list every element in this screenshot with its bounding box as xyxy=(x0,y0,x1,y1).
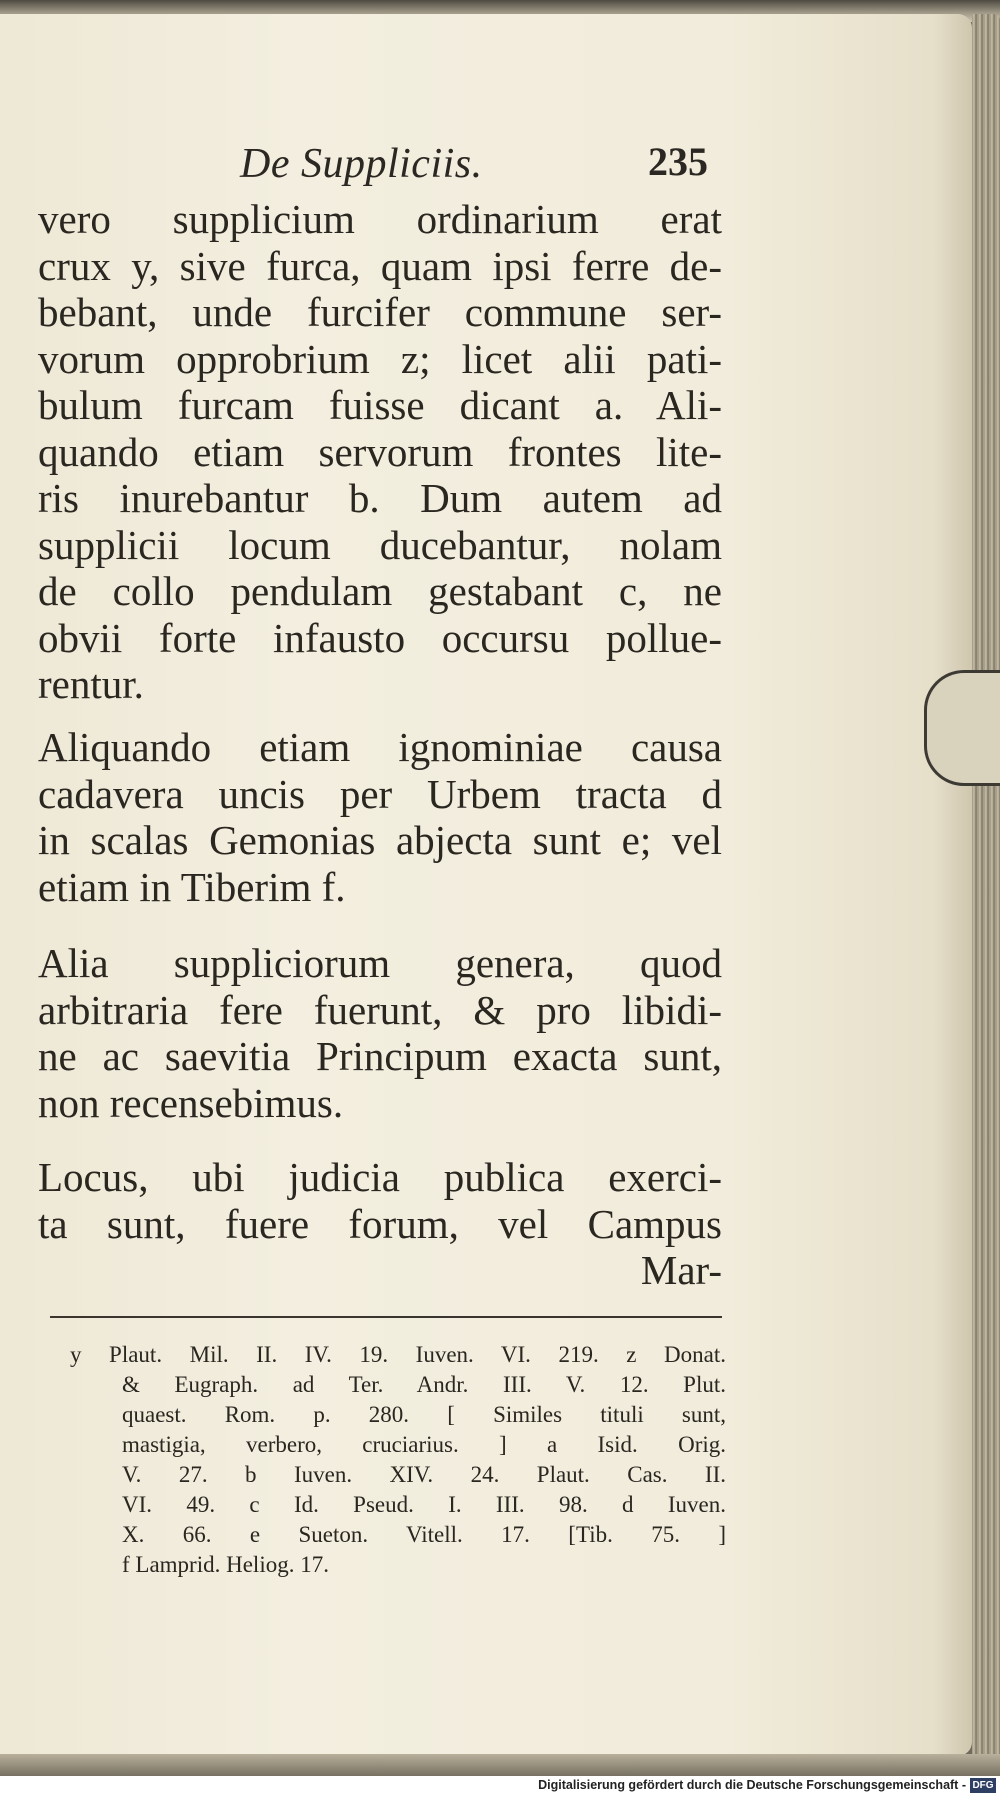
credit-text: Digitalisierung gefördert durch die Deutsche Forschungsgemeinschaft - xyxy=(538,1778,966,1792)
page-number: 235 xyxy=(648,139,708,184)
text-line: arbitraria fere fuerunt, & pro libidi- xyxy=(38,986,722,1033)
text-line: vero supplicium ordinarium erat xyxy=(38,196,722,242)
paragraph-3 xyxy=(38,940,722,1126)
footnote-line: V. 27. b Iuven. XIV. 24. Plaut. Cas. II. xyxy=(122,1462,726,1487)
text-line: Aliquando etiam ignominiae causa xyxy=(38,724,722,770)
text-line: bebant, unde furcifer commune ser- xyxy=(38,289,722,335)
footnote-line: quaest. Rom. p. 280. [ Similes tituli sunt, xyxy=(122,1402,726,1427)
page-tab-marker xyxy=(924,670,1000,786)
text-line: cadavera uncis per Urbem tracta d xyxy=(38,770,722,817)
paragraph-4 xyxy=(38,1154,722,1294)
text-line: ne ac saevitia Principum exacta sunt, xyxy=(38,1033,722,1079)
footnote-rule xyxy=(50,1316,722,1318)
dfg-logo: DFG xyxy=(970,1778,996,1793)
footnote-line: f Lamprid. Heliog. 17. xyxy=(122,1552,329,1577)
catchword: Mar- xyxy=(640,1247,722,1293)
text-line: crux y, sive furca, quam ipsi ferre de- xyxy=(38,242,722,289)
footnote-line: VI. 49. c Id. Pseud. I. III. 98. d Iuven. xyxy=(122,1492,726,1517)
footnotes xyxy=(70,1340,726,1580)
text-line: non recensebimus. xyxy=(38,1079,344,1126)
text-line: obvii forte infausto occursu pollue- xyxy=(38,614,722,661)
paragraph-1 xyxy=(38,196,722,708)
text-line: rentur. xyxy=(38,661,144,707)
paragraph-2 xyxy=(38,724,722,910)
footnote-line: X. 66. e Sueton. Vitell. 17. [Tib. 75. ] xyxy=(122,1522,726,1547)
text-line: Locus, ubi judicia publica exerci- xyxy=(38,1154,722,1200)
footnote-line: & Eugraph. ad Ter. Andr. III. V. 12. Plut. xyxy=(122,1372,726,1397)
text-line: bulum furcam fuisse dicant a. Ali- xyxy=(38,382,722,428)
text-line: ta sunt, fuere forum, vel Campus xyxy=(38,1200,722,1247)
text-line: etiam in Tiberim f. xyxy=(38,863,346,910)
page-edges xyxy=(972,14,1000,1774)
footnote-line: mastigia, verbero, cruciarius. ] a Isid. Orig. xyxy=(122,1432,726,1457)
footnote-line: y Plaut. Mil. II. IV. 19. Iuven. VI. 219. z Donat. xyxy=(70,1342,726,1367)
text-line: supplicii locum ducebantur, nolam xyxy=(38,521,722,568)
text-line: in scalas Gemonias abjecta sunt e; vel xyxy=(38,817,722,863)
text-line: vorum opprobrium z; licet alii pati- xyxy=(38,335,722,382)
text-line: Alia suppliciorum genera, quod xyxy=(38,940,722,986)
running-title: De Suppliciis. xyxy=(240,141,483,187)
text-line: quando etiam servorum frontes lite- xyxy=(38,428,722,475)
digitization-credit-bar xyxy=(0,1776,1000,1797)
text-line: de collo pendulam gestabant c, ne xyxy=(38,568,722,614)
text-line: ris inurebantur b. Dum autem ad xyxy=(38,475,722,521)
